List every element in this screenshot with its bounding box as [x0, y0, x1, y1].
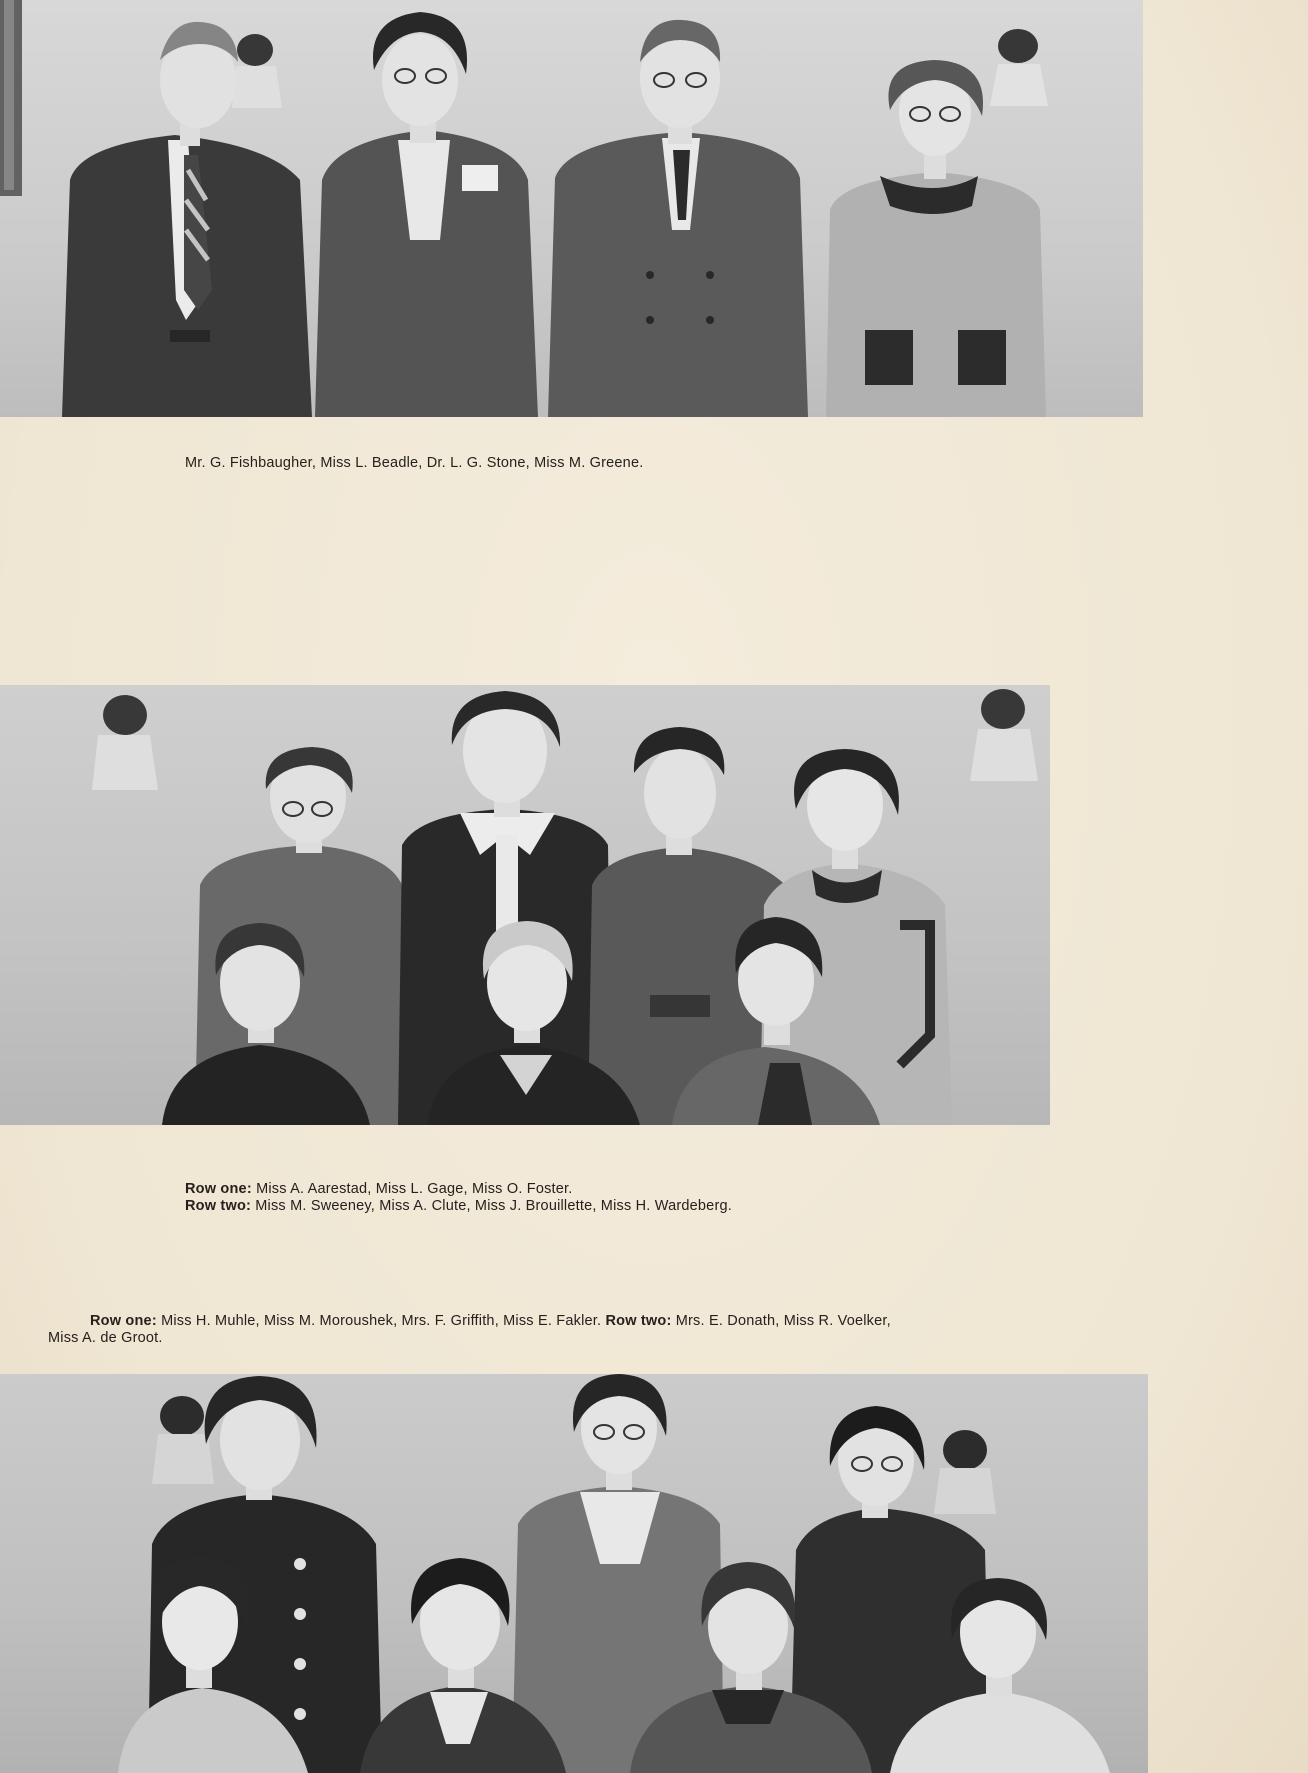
row-one-label: Row one:	[185, 1181, 252, 1197]
wall-lamp-icon	[92, 695, 158, 790]
row-two-label: Row two:	[605, 1313, 672, 1329]
wall-lamp-icon	[152, 1396, 214, 1484]
row-two-names: Mrs. E. Donath, Miss R. Voelker,	[675, 1313, 891, 1329]
caption-names: Mr. G. Fishbaugher, Miss L. Beadle, Dr. L. G. Stone, Miss M. Greene.	[185, 455, 644, 471]
row-one-label: Row one:	[90, 1313, 157, 1329]
wall-lamp-icon	[232, 34, 282, 108]
caption-line-1	[48, 1313, 1098, 1330]
row-one-names: Miss A. Aarestad, Miss L. Gage, Miss O. Foster.	[256, 1181, 573, 1197]
row-one-names: Miss H. Muhle, Miss M. Moroushek, Mrs. F. Griffith, Miss E. Fakler.	[161, 1313, 602, 1329]
wall-lamp-icon	[990, 29, 1048, 106]
person-figure	[826, 60, 1046, 417]
faculty-photo-1	[0, 0, 1143, 417]
person-figure	[548, 20, 808, 417]
faculty-photo-2	[0, 685, 1050, 1125]
caption-row-one	[185, 1181, 732, 1198]
faculty-photo-3	[0, 1374, 1148, 1773]
row-two-names: Miss M. Sweeney, Miss A. Clute, Miss J. Brouillette, Miss H. Wardeberg.	[255, 1198, 732, 1214]
caption-group-3	[48, 1313, 1098, 1347]
wall-lamp-icon	[970, 689, 1038, 781]
caption-group-1	[185, 455, 643, 472]
caption-group-2	[185, 1181, 732, 1215]
wall-lamp-icon	[934, 1430, 996, 1514]
person-figure	[315, 12, 538, 417]
caption-line-2: Miss A. de Groot.	[48, 1330, 163, 1346]
caption-row-two	[185, 1198, 732, 1215]
row-two-label: Row two:	[185, 1198, 252, 1214]
